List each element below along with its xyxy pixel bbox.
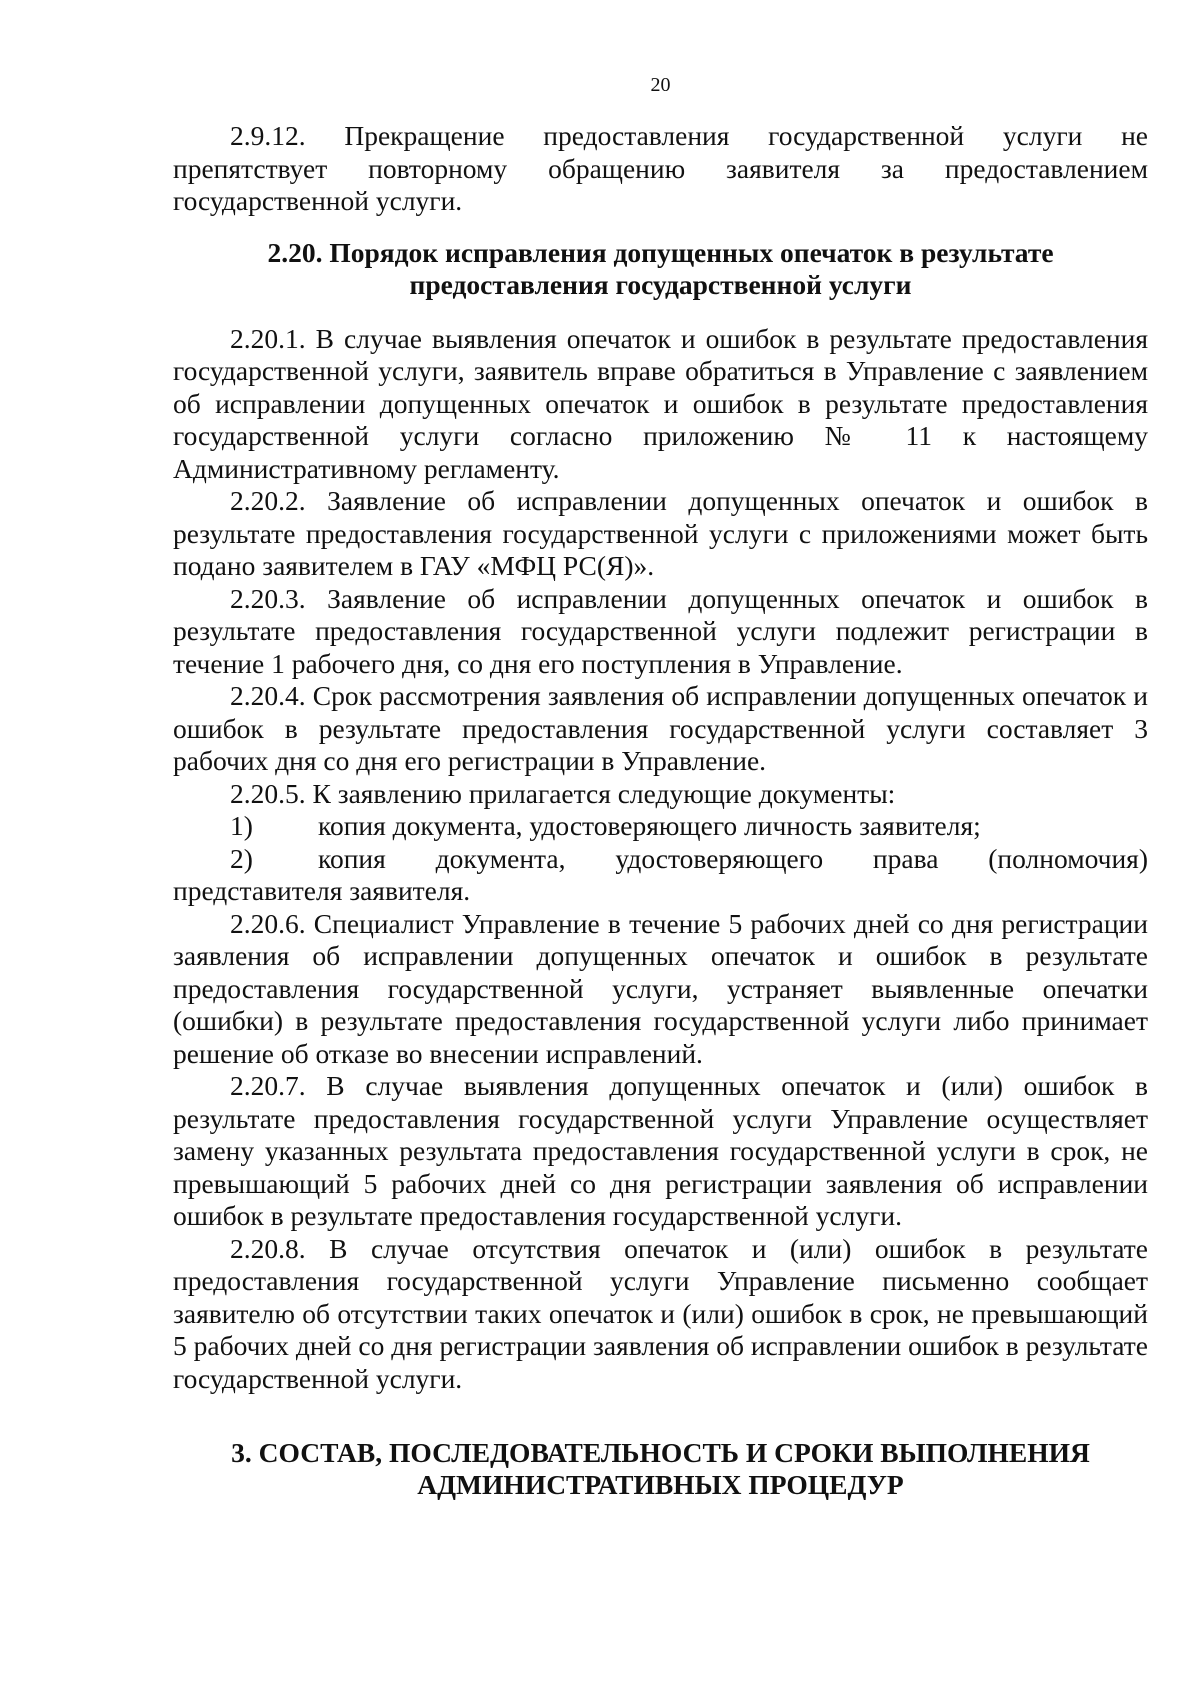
section-heading-line-1: 2.20. Порядок исправления допущенных опечаток в результате (267, 236, 1054, 268)
list-item (173, 843, 1148, 908)
list-item-number: 2) (230, 842, 253, 874)
paragraph-2-20-7: 2.20.7. В случае выявления допущенных опечаток и (или) ошибок в результате предоставления государственной услуги Управление осуществляет замену указанных результата предоставления государственной услуги в срок, не превышающий 5 рабочих дней со дня регистрации заявления об исправлении ошибок в результате предоставления государственной услуги. (173, 1070, 1148, 1231)
paragraph-2-20-2: 2.20.2. Заявление об исправлении допущенных опечаток и ошибок в результате предоставления государственной услуги с приложениями может быть подано заявителем в ГАУ «МФЦ РС(Я)». (173, 485, 1148, 581)
chapter-heading-line-2: АДМИНИСТРАТИВНЫХ ПРОЦЕДУР (417, 1469, 904, 1500)
paragraph-2-20-4: 2.20.4. Срок рассмотрения заявления об исправлении допущенных опечаток и ошибок в результате предоставления государственной услуги составляет 3 рабочих дня со дня его регистрации в Управление. (173, 680, 1148, 776)
list-item-text: копия документа, удостоверяющего права (полномочия) представителя заявителя. (173, 842, 1148, 906)
paragraph-2-20-5: 2.20.5. К заявлению прилагается следующие документы: (230, 777, 896, 809)
list-item-text: копия документа, удостоверяющего личность заявителя; (318, 810, 981, 841)
document-page (173, 72, 1148, 1501)
paragraph-2-20-1: 2.20.1. В случае выявления опечаток и ошибок в результате предоставления государственной услуги, заявитель вправе обратиться в Управление с заявлением об исправлении допущенных опечаток и ошибок в результате предоставления государственной услуги согласно приложению № 11 к настоящему Административному регламенту. (173, 322, 1148, 484)
chapter-heading-line-1: 3. СОСТАВ, ПОСЛЕДОВАТЕЛЬНОСТЬ И СРОКИ ВЫПОЛНЕНИЯ (231, 1437, 1090, 1468)
list-item-number: 1) (230, 810, 253, 841)
paragraph-2-20-6: 2.20.6. Специалист Управление в течение 5 рабочих дней со дня регистрации заявления об исправлении допущенных опечаток и ошибок в результате предоставления государственной услуги, устраняет выявленные опечатки (ошибки) в результате предоставления государственной услуги либо принимает решение об отказе во внесении исправлений. (173, 907, 1148, 1069)
paragraph-2-20-3: 2.20.3. Заявление об исправлении допущенных опечаток и ошибок в результате предоставления государственной услуги подлежит регистрации в течение 1 рабочего дня, со дня его поступления в Управление. (173, 582, 1148, 679)
page-number: 20 (650, 74, 671, 96)
paragraph-2-20-8: 2.20.8. В случае отсутствия опечаток и (или) ошибок в результате предоставления государственной услуги Управление письменно сообщает заявителю об отсутствии таких опечаток и (или) ошибок в срок, не превышающий 5 рабочих дней со дня регистрации заявления об исправлении ошибок в результате государственной услуги. (173, 1232, 1148, 1394)
section-heading-2-20 (173, 237, 1148, 302)
list-item (173, 810, 1148, 843)
chapter-heading-3 (173, 1437, 1148, 1501)
paragraph-2-9-12: 2.9.12. Прекращение предоставления государственной услуги не препятствует повторному обращению заявителя за предоставлением государственной услуги. (173, 120, 1148, 216)
section-heading-line-2: предоставления государственной услуги (409, 269, 912, 300)
